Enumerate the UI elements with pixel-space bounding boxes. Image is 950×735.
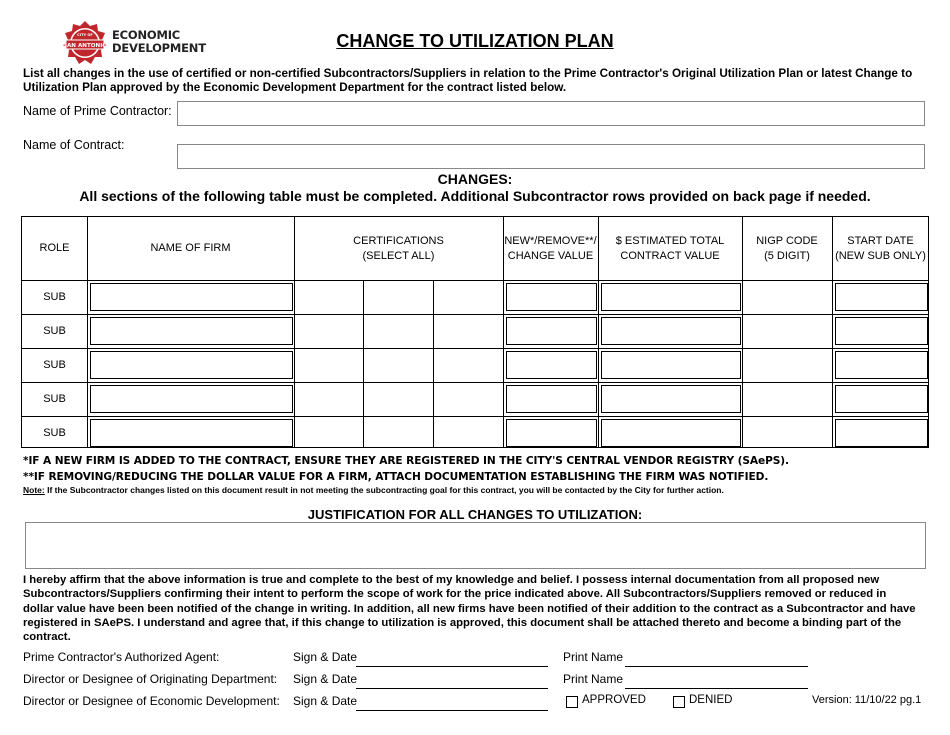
affirmation-text: I hereby affirm that the above information is true and complete to the best of my knowledge and belief. I possess internal documentation from all proposed new Subcontractors/Suppliers confirming their intent to perform the scope of work for the price indicated above. All Subcontractors/Suppliers removed or reduced in dollar value have been been notified of the change in writing. In addition, all new firms have been notified of their addition to the contract as a Subcontractor and have registered in SAePS. I understand and agree that, if this change to utilization is approved, this document shall be attached thereto and become a binding part of the contract. bbox=[23, 574, 916, 644]
table-divider bbox=[22, 280, 928, 281]
sign-date-label: Sign & Date bbox=[293, 672, 358, 686]
table-divider bbox=[22, 416, 928, 417]
page-title: CHANGE TO UTILIZATION PLAN bbox=[336, 31, 614, 51]
department-print-name-line[interactable] bbox=[625, 688, 808, 689]
agent-label: Prime Contractor's Authorized Agent: bbox=[23, 650, 220, 664]
agent-signature-line[interactable] bbox=[356, 666, 548, 667]
start-date-input[interactable] bbox=[835, 317, 928, 345]
firm-name-input[interactable] bbox=[90, 385, 293, 413]
contract-name-label: Name of Contract: bbox=[23, 138, 125, 152]
economic-development-signature-line[interactable] bbox=[356, 710, 548, 711]
change-type-input[interactable] bbox=[506, 317, 597, 345]
seal-city-text: CITY OF bbox=[77, 33, 93, 37]
note-label: Note: bbox=[23, 485, 45, 495]
removal-note: **IF REMOVING/REDUCING THE DOLLAR VALUE FOR A FIRM, ATTACH DOCUMENTATION ESTABLISHING THE FIRM WAS NOTIFIED. bbox=[23, 471, 769, 483]
changes-heading: CHANGES: bbox=[437, 171, 513, 187]
logo-line-2: DEVELOPMENT bbox=[112, 41, 206, 55]
row-role: SUB bbox=[43, 359, 66, 371]
row-role: SUB bbox=[43, 427, 66, 439]
contract-name-input[interactable] bbox=[177, 144, 925, 169]
justification-heading: JUSTIFICATION FOR ALL CHANGES TO UTILIZATION: bbox=[307, 507, 643, 522]
justification-input[interactable] bbox=[25, 522, 926, 569]
header-certifications: CERTIFICATIONS (SELECT ALL) bbox=[353, 234, 444, 262]
department-signature-line[interactable] bbox=[356, 688, 548, 689]
start-date-input[interactable] bbox=[835, 419, 928, 447]
start-date-input[interactable] bbox=[835, 351, 928, 379]
header-firm: NAME OF FIRM bbox=[150, 242, 231, 254]
changes-table bbox=[21, 216, 929, 448]
intro-text: List all changes in the use of certified or non-certified Subcontractors/Suppliers in relation to the Prime Contractor's Original Utilization Plan or latest Change to Utilization Plan approved by the Economic Development Department for the contract listed below. bbox=[23, 67, 913, 94]
start-date-input[interactable] bbox=[835, 283, 928, 311]
director-economic-development-label: Director or Designee of Economic Development: bbox=[23, 694, 280, 708]
firm-name-input[interactable] bbox=[90, 317, 293, 345]
new-firm-note: *IF A NEW FIRM IS ADDED TO THE CONTRACT, ENSURE THEY ARE REGISTERED IN THE CITY'S CENTRAL VENDOR REGISTRY (SAePS). bbox=[23, 455, 789, 467]
agent-print-name-line[interactable] bbox=[625, 666, 808, 667]
prime-contractor-input[interactable] bbox=[177, 101, 925, 126]
logo-line-1: ECONOMIC bbox=[112, 28, 181, 42]
header-nigp-code: NIGP CODE (5 DIGIT) bbox=[756, 234, 818, 262]
approved-label: APPROVED bbox=[582, 694, 646, 706]
row-role: SUB bbox=[43, 291, 66, 303]
estimated-value-input[interactable] bbox=[601, 385, 741, 413]
firm-name-input[interactable] bbox=[90, 283, 293, 311]
header-start-date: START DATE (NEW SUB ONLY) bbox=[835, 234, 926, 262]
estimated-value-input[interactable] bbox=[601, 283, 741, 311]
approved-checkbox[interactable] bbox=[566, 696, 578, 708]
header-estimated-value: $ ESTIMATED TOTAL CONTRACT VALUE bbox=[615, 234, 725, 262]
header-change-type: NEW*/REMOVE**/ CHANGE VALUE bbox=[504, 234, 597, 262]
table-divider bbox=[22, 314, 928, 315]
seal-name-text: SAN ANTONIO bbox=[62, 43, 108, 49]
change-type-input[interactable] bbox=[506, 419, 597, 447]
director-department-label: Director or Designee of Originating Department: bbox=[23, 672, 278, 686]
changes-instructions: All sections of the following table must be completed. Additional Subcontractor rows provided on back page if needed. bbox=[79, 188, 871, 204]
start-date-input[interactable] bbox=[835, 385, 928, 413]
note-text: If the Subcontractor changes listed on this document result in not meeting the subcontracting goal for this contract, you will be contacted by the City for further action. bbox=[44, 485, 724, 495]
change-type-input[interactable] bbox=[506, 351, 597, 379]
change-type-input[interactable] bbox=[506, 385, 597, 413]
table-divider bbox=[433, 280, 434, 447]
change-type-input[interactable] bbox=[506, 283, 597, 311]
denied-checkbox[interactable] bbox=[673, 696, 685, 708]
print-name-label: Print Name bbox=[563, 672, 624, 686]
table-divider bbox=[22, 348, 928, 349]
header-role: ROLE bbox=[39, 242, 70, 254]
estimated-value-input[interactable] bbox=[601, 419, 741, 447]
version-text: Version: 11/10/22 pg.1 bbox=[812, 694, 922, 706]
table-divider bbox=[22, 382, 928, 383]
prime-contractor-label: Name of Prime Contractor: bbox=[23, 104, 172, 118]
estimated-value-input[interactable] bbox=[601, 351, 741, 379]
firm-name-input[interactable] bbox=[90, 419, 293, 447]
goal-note bbox=[23, 485, 724, 495]
row-role: SUB bbox=[43, 393, 66, 405]
estimated-value-input[interactable] bbox=[601, 317, 741, 345]
print-name-label: Print Name bbox=[563, 650, 624, 664]
denied-label: DENIED bbox=[689, 694, 733, 706]
sign-date-label: Sign & Date bbox=[293, 694, 358, 708]
firm-name-input[interactable] bbox=[90, 351, 293, 379]
table-divider bbox=[363, 280, 364, 447]
sign-date-label: Sign & Date bbox=[293, 650, 358, 664]
row-role: SUB bbox=[43, 325, 66, 337]
